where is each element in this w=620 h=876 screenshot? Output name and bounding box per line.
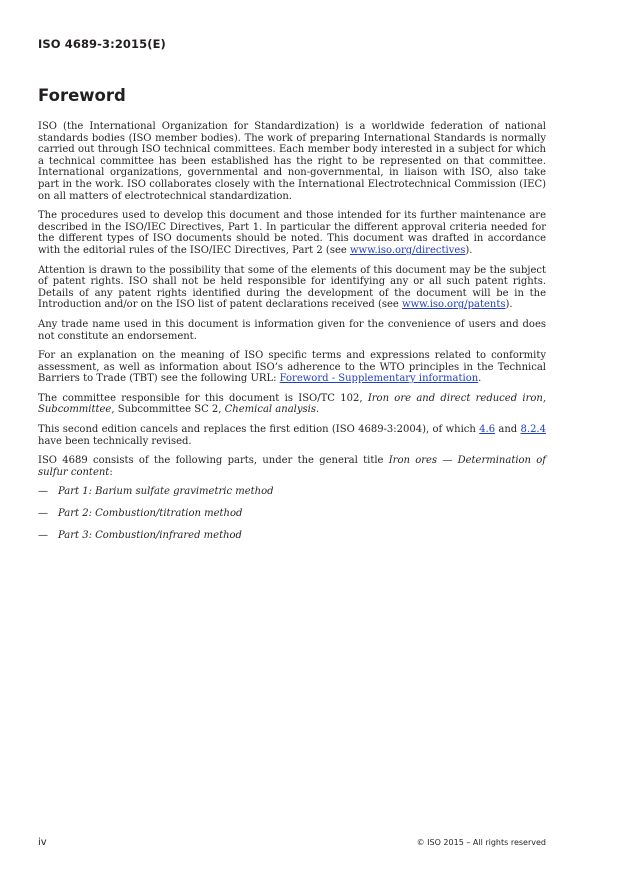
list-item [38,530,546,542]
patents-link[interactable]: www.iso.org/patents [402,299,506,311]
paragraph-patents [38,265,546,311]
paragraph-patents-text: Attention is drawn to the possibility that some of the elements of this document may be the subject of patent rights. ISO shall not be held responsible for identifying any or all such patent rights. Details of any patent rights identified during the development of the document will be in the Introduction and/or on the ISO list of patent declarations received (see [38,264,546,311]
part-label: Part 2: Combustion/titration method [58,508,243,520]
committee-middle: , Subcommittee SC 2, [111,404,225,416]
committee-name: Iron ore and direct reduced iron, Subcommittee [38,392,547,416]
subcommittee-name: Chemical analysis [224,404,316,416]
clause-4-6-link[interactable]: 4.6 [479,424,496,436]
directives-link[interactable]: www.iso.org/directives [349,244,466,256]
list-dash: — [38,508,48,520]
paragraph-patents-end: ). [505,299,513,311]
paragraph-parts-intro [38,455,546,478]
part-label: Part 1: Barium sulfate gravimetric method [58,486,274,498]
paragraph-committee [38,393,546,416]
supplementary-info-link[interactable]: Foreword - Supplementary information [279,373,479,385]
copyright-notice: © ISO 2015 – All rights reserved [416,838,546,847]
committee-prefix: The committee responsible for this document is ISO/TC 102, [38,392,368,404]
part-label: Part 3: Combustion/infrared method [58,529,242,541]
committee-end: . [315,404,320,416]
paragraph-iso-intro: ISO (the International Organization for Standardization) is a worldwide federation of national standards bodies (ISO member bodies). The work of preparing International Standards is normally carried out through ISO technical committees. Each member body interested in a subject for which a technical committee has been established has the right to be represented on that committee. International organizations, governmental and non-governmental, in liaison with ISO, also take part in the work. ISO collaborates closely with the International Electrotechnical Commission (IEC) on all matters of electrotechnical standardization. [38,121,546,202]
page-number: iv [38,837,47,848]
list-dash: — [38,486,48,498]
page-title: Foreword [38,86,126,105]
foreword-body [38,121,546,551]
edition-end: have been technically revised. [38,435,192,447]
parts-intro-end: : [109,466,113,478]
paragraph-procedures [38,210,546,256]
list-item [38,508,546,520]
parts-intro-prefix: ISO 4689 consists of the following parts, under the general title [38,455,389,467]
paragraph-procedures-text: The procedures used to develop this document and those intended for its further maintenance are described in the ISO/IEC Directives, Part 1. In particular the different approval criteria needed for the different types of ISO documents should be noted. This document was drafted in accordance with the editorial rules of the ISO/IEC Directives, Part 2 (see [38,210,546,256]
paragraph-conformity-text: For an explanation on the meaning of ISO specific terms and expressions related to conformity assessment, as well as information about ISO’s adherence to the WTO principles in the Technical Barriers to Trade (TBT) see the following URL: [38,350,546,385]
paragraph-edition [38,424,546,447]
list-item [38,486,546,498]
paragraph-procedures-end: ). [465,244,473,256]
general-title: Iron ores — Determination of sulfur content [38,455,546,478]
clause-8-2-4-link[interactable]: 8.2.4 [520,424,546,436]
edition-and: and [495,424,521,436]
document-id-header: ISO 4689-3:2015(E) [38,37,166,51]
edition-prefix: This second edition cancels and replaces the first edition (ISO 4689-3:2004), of which [38,424,480,436]
paragraph-conformity [38,350,546,385]
list-dash: — [38,529,48,541]
paragraph-conformity-end: . [478,373,482,385]
parts-list [38,486,546,541]
paragraph-trade-name: Any trade name used in this document is information given for the convenience of users and does not constitute an endorsement. [38,318,546,342]
